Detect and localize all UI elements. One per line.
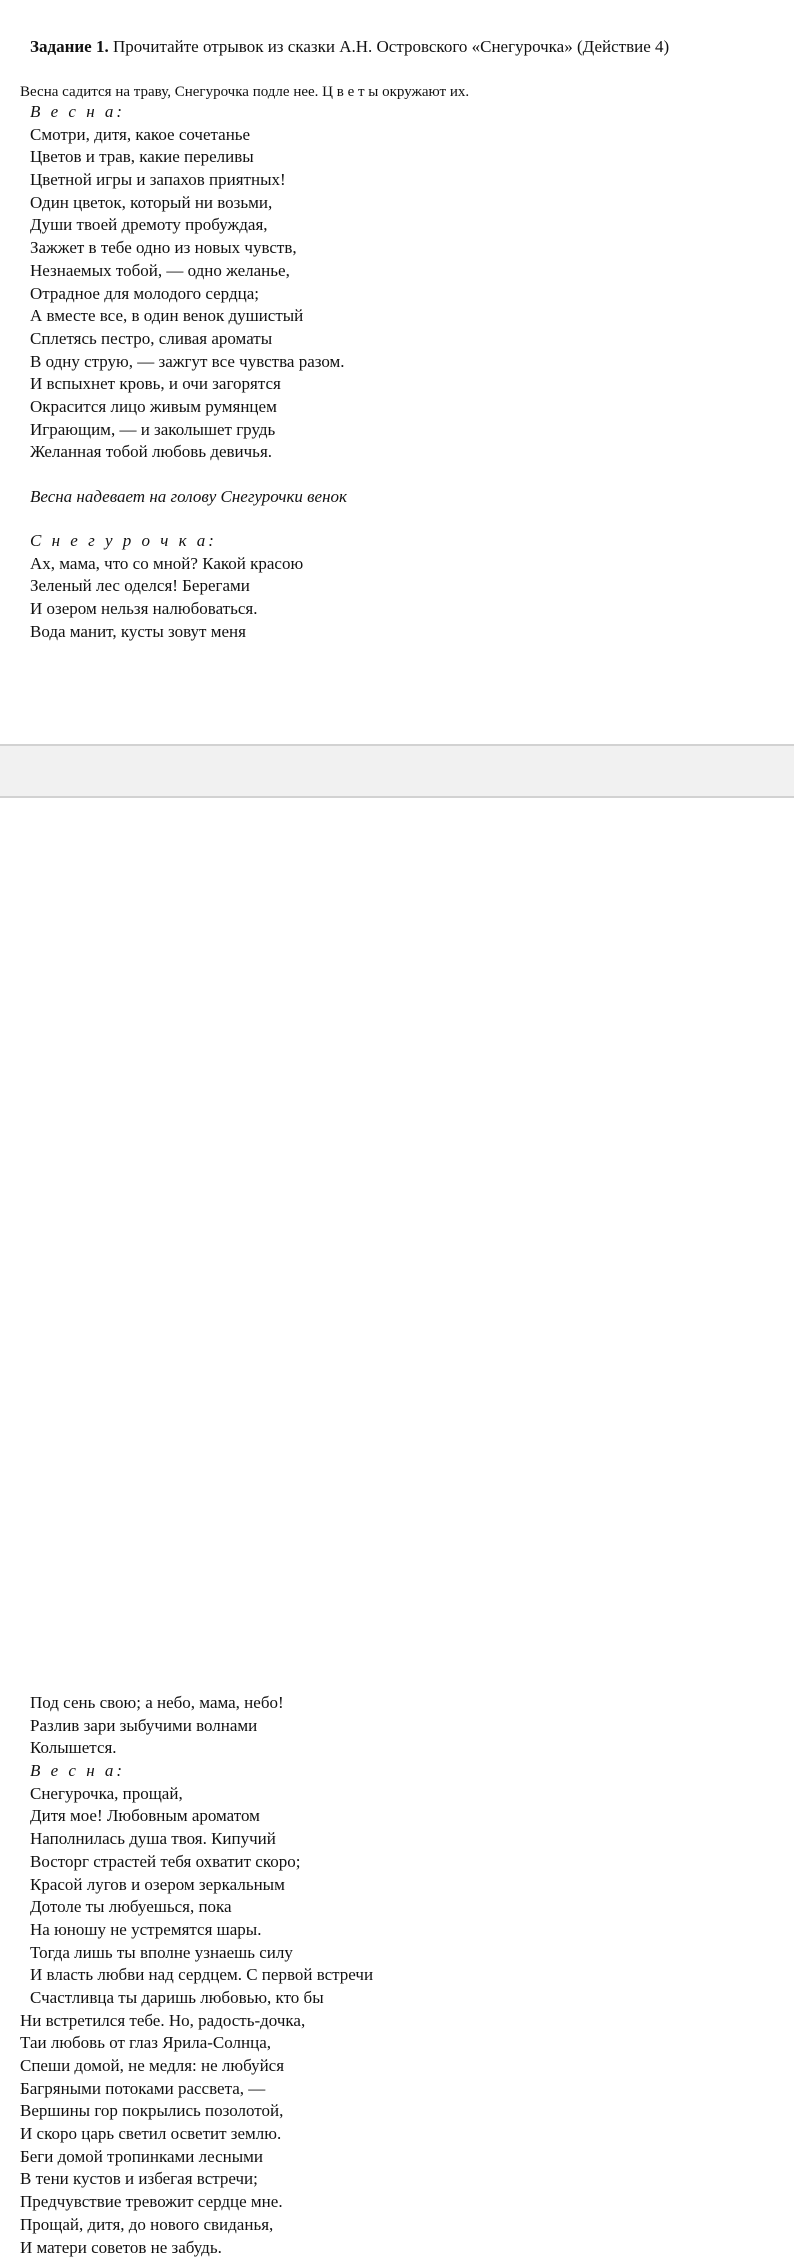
verse-line: И матери советов не забудь. (20, 2237, 373, 2259)
verse-line: Прощай, дитя, до нового свиданья, (20, 2214, 373, 2237)
task-text: Прочитайте отрывок из сказки А.Н. Островского «Снегурочка» (Действие 4) (109, 37, 669, 56)
document-page-1 (0, 0, 794, 744)
direction-line: Весна надевает на голову Снегурочки венок (30, 486, 347, 509)
verse-line: Спеши домой, не медля: не любуйся (20, 2055, 373, 2078)
verse-line: На юношу не устремятся шары. (30, 1919, 373, 1942)
verse-line: Незнаемых тобой, — одно желанье, (30, 260, 345, 283)
verse-line: Отрадное для молодого сердца; (30, 283, 345, 306)
verse-line: Зеленый лес оделся! Берегами (30, 575, 303, 598)
verse-line: Окрасится лицо живым румянцем (30, 396, 345, 419)
verse-line: Играющим, — и заколышет грудь (30, 419, 345, 442)
verse-line: Под сень свою; а небо, мама, небо! (30, 1692, 373, 1715)
speaker-name: С н е г у р о ч к а: (30, 530, 303, 553)
verse-line: Ни встретился тебе. Но, радость-дочка, (20, 2010, 373, 2033)
verse-line: И скоро царь светил осветит землю. (20, 2123, 373, 2146)
verse-line: Снегурочка, прощай, (30, 1783, 373, 1806)
verse-line: Беги домой тропинками лесными (20, 2146, 373, 2169)
stage-direction-wreath (30, 486, 347, 509)
verse-line: Дотоле ты любуешься, пока (30, 1896, 373, 1919)
verse-line: Один цветок, который ни возьми, (30, 192, 345, 215)
verse-line: Наполнилась душа твоя. Кипучий (30, 1828, 373, 1851)
verse-block-continuation (30, 1692, 373, 2259)
verse-line: Восторг страстей тебя охватит скоро; (30, 1851, 373, 1874)
verse-line: Зажжет в тебе одно из новых чувств, (30, 237, 345, 260)
verse-line: А вместе все, в один венок душистый (30, 305, 345, 328)
verse-line: Цветов и трав, какие переливы (30, 146, 345, 169)
speaker-name: В е с н а: (30, 101, 345, 124)
task-label: Задание 1. (30, 37, 109, 56)
verse-line: Дитя мое! Любовным ароматом (30, 1805, 373, 1828)
verse-line: Красой лугов и озером зеркальным (30, 1874, 373, 1897)
verse-line: Смотри, дитя, какое сочетанье (30, 124, 345, 147)
verse-line: Счастливца ты даришь любовью, кто бы (30, 1987, 373, 2010)
verse-line: И озером нельзя налюбоваться. (30, 598, 303, 621)
verse-line: Души твоей дремоту пробуждая, (30, 214, 345, 237)
verse-line: В тени кустов и избегая встречи; (20, 2168, 373, 2191)
task-heading (30, 36, 669, 58)
stage-direction: Весна садится на траву, Снегурочка подле нее. Ц в е т ы окружают их. (20, 82, 469, 102)
verse-line: Разлив зари зыбучими волнами (30, 1715, 373, 1738)
verse-line: Предчувствие тревожит сердце мне. (20, 2191, 373, 2214)
verse-line: Тогда лишь ты вполне узнаешь силу (30, 1942, 373, 1965)
verse-line: Ах, мама, что со мной? Какой красою (30, 553, 303, 576)
verse-line: Вода манит, кусты зовут меня (30, 621, 303, 644)
verse-line: Колышется. (30, 1737, 373, 1760)
page-break-separator (0, 744, 794, 798)
verse-line: Сплетясь пестро, сливая ароматы (30, 328, 345, 351)
document-page-2 (0, 798, 794, 1476)
verse-line: Таи любовь от глаз Ярила-Солнца, (20, 2032, 373, 2055)
verse-line: Цветной игры и запахов приятных! (30, 169, 345, 192)
verse-line: И власть любви над сердцем. С первой встречи (30, 1964, 373, 1987)
verse-line: Вершины гор покрылись позолотой, (20, 2100, 373, 2123)
verse-block-snegurochka (30, 530, 303, 643)
verse-line: В одну струю, — зажгут все чувства разом. (30, 351, 345, 374)
verse-line: И вспыхнет кровь, и очи загорятся (30, 373, 345, 396)
verse-line: Желанная тобой любовь девичья. (30, 441, 345, 464)
speaker-name: В е с н а: (30, 1760, 373, 1783)
verse-block-spring (30, 101, 345, 464)
verse-line: Багряными потоками рассвета, — (20, 2078, 373, 2101)
